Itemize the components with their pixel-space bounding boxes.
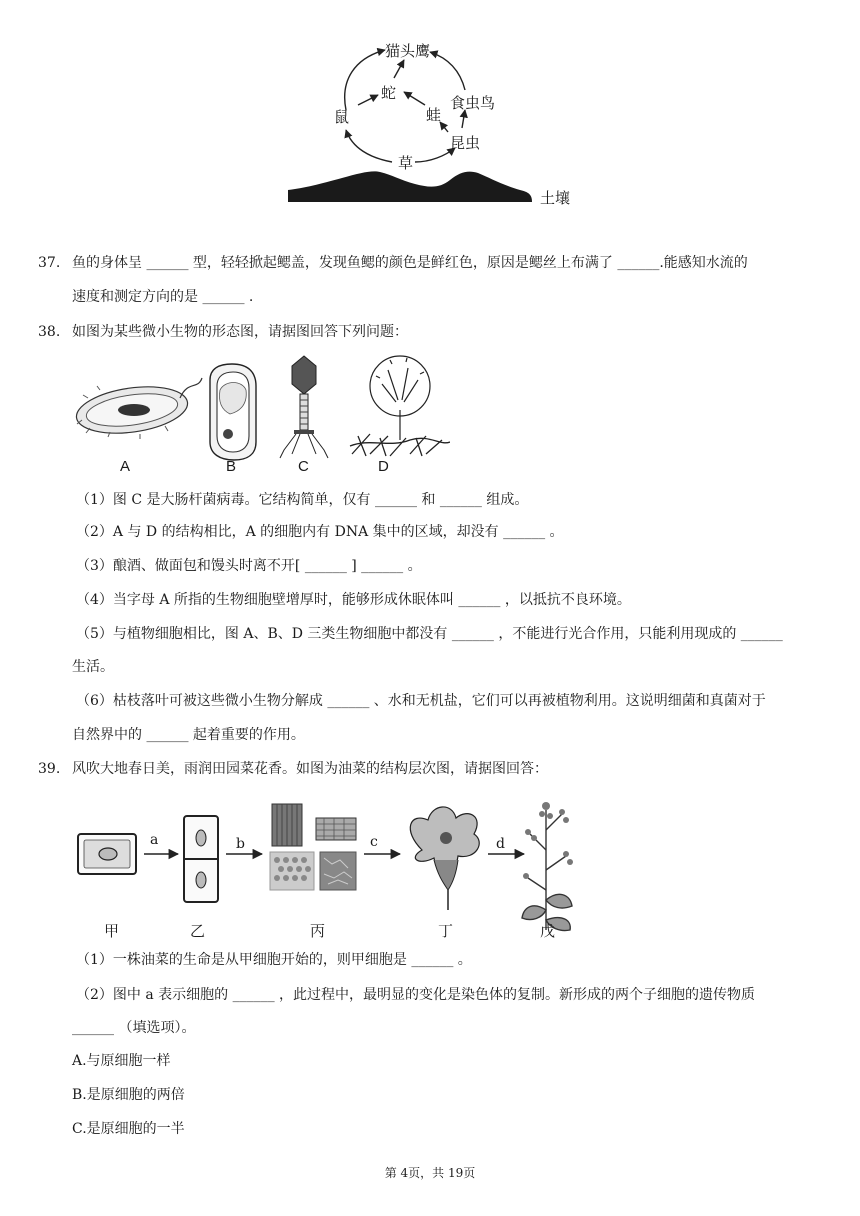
q38-item-3: （3）酿酒、做面包和馒头时离不开[ ______ ] ______ 。 (76, 558, 422, 574)
q39-stem: 风吹大地春日美，雨润田园菜花香。如图为油菜的结构层次图，请据图回答： (72, 761, 548, 777)
figure-label-c: C (298, 458, 309, 475)
q39-option-c: C.是原细胞的一半 (72, 1121, 185, 1137)
arrow-mouse-snake (358, 95, 378, 105)
microorganism-figure (70, 350, 450, 480)
node-snake: 蛇 (381, 84, 397, 102)
arrow-label-c: c (370, 834, 378, 850)
soil-silhouette (288, 171, 532, 202)
arrow-snake-owl (394, 60, 404, 78)
node-owl: 猫头鹰 (385, 42, 431, 60)
q38-item-2: （2）A 与 D 的结构相比，A 的细胞内有 DNA 集中的区域，却没有 ______ 。 (76, 524, 564, 540)
q39-option-b: B.是原细胞的两倍 (72, 1087, 185, 1103)
figure-label-d: D (378, 458, 389, 475)
tissues-bing (270, 804, 356, 890)
arrow-bird-owl (430, 52, 465, 90)
cell-jia (78, 834, 136, 874)
figure-label-a: A (120, 458, 131, 475)
caption-bing: 丙 (310, 923, 326, 940)
arrow-frog-snake (404, 92, 425, 105)
q38-item-5-cont: 生活。 (72, 659, 114, 675)
page-footer: 第 4页，共 19页 (384, 1166, 476, 1180)
mold-illustration (350, 356, 450, 456)
q37-line-2: 速度和测定方向的是 ______ . (72, 289, 254, 305)
q39-number: 39. (38, 761, 61, 777)
node-bird: 食虫鸟 (450, 94, 496, 112)
arrow-grass-insect (415, 148, 455, 162)
figure-label-b: B (226, 458, 237, 475)
cell-yi (184, 816, 218, 902)
q39-item-2-cont: ______ （填选项）。 (72, 1020, 196, 1036)
q38-item-4: （4）当字母 A 所指的生物细胞壁增厚时，能够形成休眠体叫 ______ ，以抵抗不良环境。 (76, 592, 631, 608)
q38-item-6: （6）枯枝落叶可被这些微小生物分解成 ______ 、水和无机盐，它们可以再被植物利用。这说明细菌和真菌对于 (76, 693, 766, 709)
flower-ding (410, 807, 479, 910)
q37-number: 37. (38, 255, 61, 271)
yeast-illustration (210, 364, 256, 460)
caption-jia: 甲 (104, 923, 120, 940)
arrow-label-d: d (496, 836, 505, 852)
caption-wu: 戊 (540, 923, 556, 940)
food-web-diagram (280, 30, 580, 215)
arrow-insect-frog (440, 122, 448, 132)
q38-item-6-cont: 自然界中的 ______ 起着重要的作用。 (72, 727, 305, 743)
caption-yi: 乙 (190, 923, 206, 940)
arrow-label-a: a (150, 832, 159, 848)
bacterium-illustration (73, 378, 202, 440)
q38-stem: 如图为某些微小生物的形态图，请据图回答下列问题： (72, 324, 408, 340)
node-grass: 草 (398, 154, 414, 172)
q37-line-1: 鱼的身体呈 ______ 型，轻轻掀起鳃盖，发现鱼鳃的颜色是鲜红色，原因是鳃丝上布满了 ______.能感知水流的 (72, 255, 748, 271)
node-soil: 土壤 (540, 189, 571, 207)
node-frog: 蛙 (426, 106, 442, 124)
q39-option-a: A.与原细胞一样 (72, 1053, 171, 1069)
q38-number: 38. (38, 324, 61, 340)
node-insect: 昆虫 (450, 134, 481, 152)
q39-item-2: （2）图中 a 表示细胞的 ______ ，此过程中，最明显的变化是染色体的复制。新形成的两个子细胞的遗传物质 (76, 987, 756, 1003)
arrow-label-b: b (236, 836, 245, 852)
q38-item-1: （1）图 C 是大肠杆菌病毒。它结构简单，仅有 ______ 和 ______ 组成。 (76, 492, 529, 508)
q39-item-1: （1）一株油菜的生命是从甲细胞开始的，则甲细胞是 ______ 。 (76, 952, 472, 968)
arrow-grass-mouse (346, 130, 392, 162)
q38-item-5: （5）与植物细胞相比，图 A、B、D 三类生物细胞中都没有 ______ ，不能进行光合作用，只能利用现成的 ______ (76, 626, 783, 642)
caption-ding: 丁 (438, 923, 454, 940)
node-mouse: 鼠 (334, 108, 350, 126)
structure-level-figure (72, 790, 602, 940)
bacteriophage-illustration (280, 356, 328, 458)
plant-wu (522, 802, 573, 931)
